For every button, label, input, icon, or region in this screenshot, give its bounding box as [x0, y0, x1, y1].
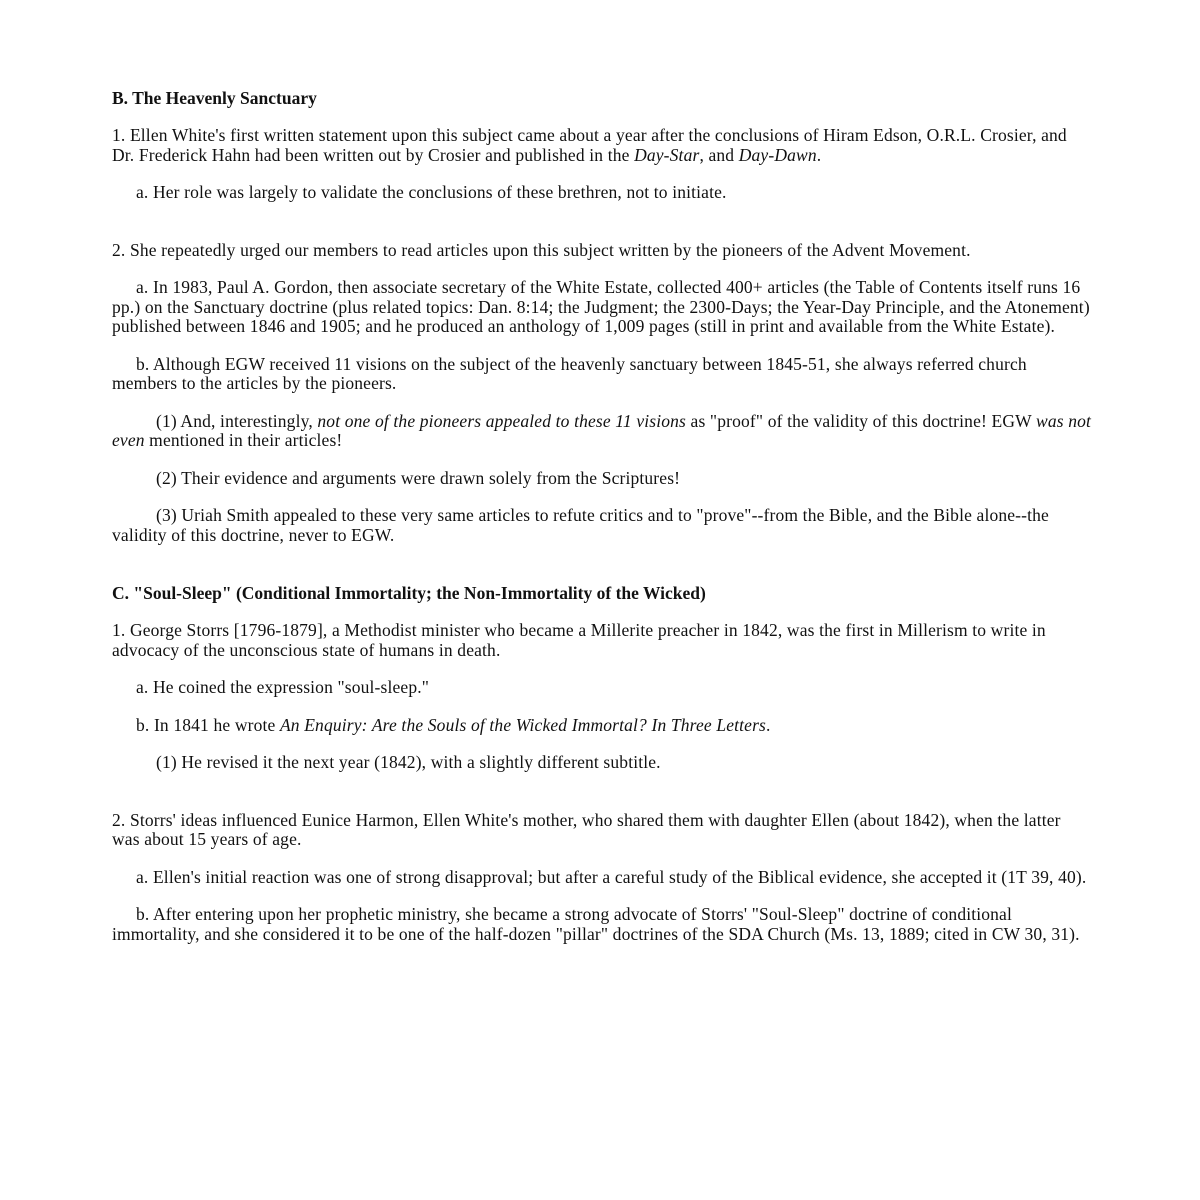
text-run: (1) And, interestingly, — [156, 410, 318, 431]
section-c-point-2: 2. Storrs' ideas influenced Eunice Harmon, Ellen White's mother, who shared them with daughter Ellen (about 1842), when the latter was about 15 years of age. — [112, 809, 1061, 849]
text-run: . — [816, 144, 822, 165]
text-run: 1. Ellen White's first written statement upon this subject came about a year after the conclusions of Hiram Edson, O.R.L. Crosier, and Dr. Frederick Hahn had been written out by Crosier and published in the — [112, 125, 1067, 165]
section-b-point-2b3: (3) Uriah Smith appealed to these very same articles to refute critics and to "prove"--from the Bible, and the Bible alone--the validity of this doctrine, never to EGW. — [112, 505, 1049, 545]
section-b-point-1 — [112, 126, 1092, 165]
text-run: as "proof" of the validity of this doctrine! EGW — [686, 410, 1036, 431]
section-b-point-2b2: (2) Their evidence and arguments were drawn solely from the Scriptures! — [156, 467, 681, 488]
section-c-point-1: 1. George Storrs [1796-1879], a Methodist minister who became a Millerite preacher in 1842, was the first in Millerism to write in advocacy of the unconscious state of humans in death. — [112, 620, 1046, 660]
section-c-point-1a: a. He coined the expression "soul-sleep." — [136, 677, 430, 697]
italic-title: An Enquiry: Are the Souls of the Wicked Immortal? In Three Letters — [279, 714, 767, 735]
section-c-heading: C. "Soul-Sleep" (Conditional Immortality; the Non-Immortality of the Wicked) — [112, 583, 706, 603]
italic-emphasis: not one of the pioneers appealed to these 11 visions — [317, 410, 686, 431]
section-c-point-1b1: (1) He revised it the next year (1842), with a slightly different subtitle. — [156, 752, 661, 772]
section-b-point-2b: b. Although EGW received 11 visions on the subject of the heavenly sanctuary between 1845-51, she always referred church members to the articles by the pioneers. — [112, 353, 1027, 393]
text-run: , and — [699, 144, 739, 165]
text-run: . — [766, 714, 771, 735]
section-b-heading: B. The Heavenly Sanctuary — [112, 88, 317, 108]
section-b-point-2a: a. In 1983, Paul A. Gordon, then associate secretary of the White Estate, collected 400+ articles (the Table of Contents itself runs 16 pp.) on the Sanctuary doctrine (plus related topics: Dan. 8:14; the Judgment; the 2300-Days; the Year-Day Principle, and the Atonement) published between 1846 and 1905; and he produced an anthology of 1,009 pages (still in print and available from the White Estate). — [112, 277, 1090, 336]
section-c-point-2b: b. After entering upon her prophetic ministry, she became a strong advocate of Storrs' "Soul-Sleep" doctrine of conditional immortality, and she considered it to be one of the half-dozen "pillar" doctrines of the SDA Church (Ms. 13, 1889; cited in CW 30, 31). — [112, 904, 1080, 944]
section-b-point-1a: a. Her role was largely to validate the conclusions of these brethren, not to initiate. — [136, 182, 727, 202]
text-run: b. In 1841 he wrote — [136, 714, 280, 735]
section-c-point-2a: a. Ellen's initial reaction was one of strong disapproval; but after a careful study of the Biblical evidence, she accepted it (1T 39, 40). — [136, 866, 1087, 887]
document-page — [112, 88, 1092, 944]
italic-title: Day-Dawn — [738, 144, 817, 165]
italic-emphasis: was not even — [112, 410, 1092, 450]
section-b-point-2b1 — [112, 412, 1092, 451]
italic-title: Day-Star — [634, 144, 700, 165]
section-c-point-1b — [112, 716, 1092, 736]
section-b-point-2: 2. She repeatedly urged our members to read articles upon this subject written by the pioneers of the Advent Movement. — [112, 239, 971, 260]
text-run: mentioned in their articles! — [144, 430, 343, 450]
